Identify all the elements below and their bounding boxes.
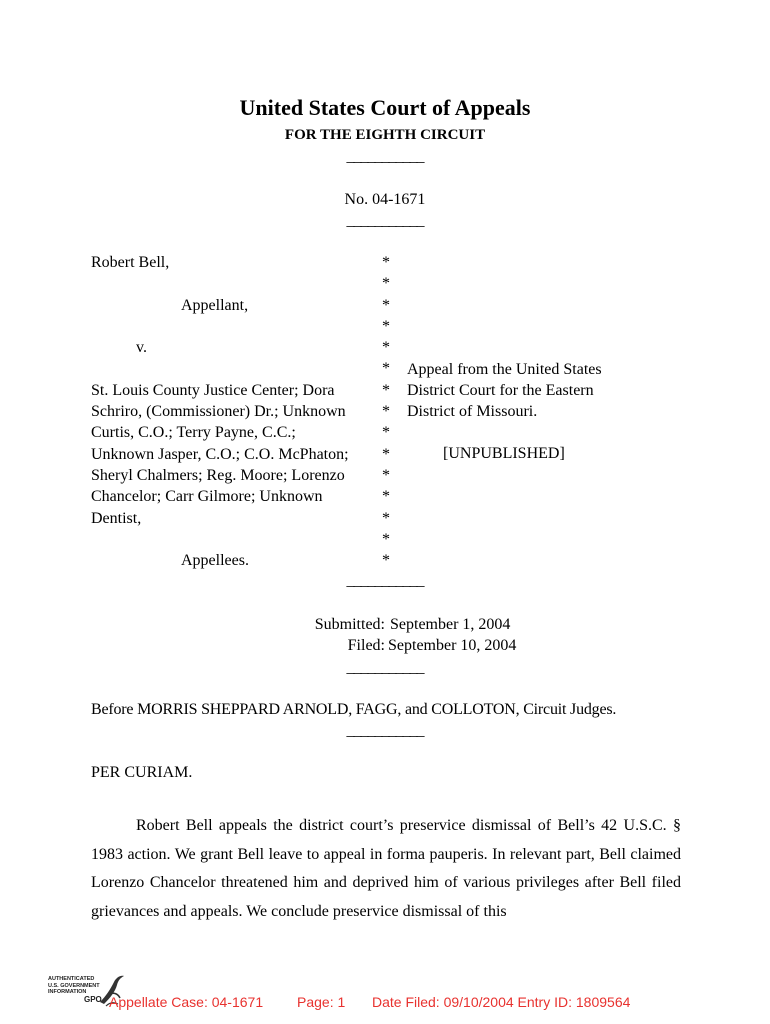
- gpo-mark: GPO: [84, 995, 102, 1004]
- versus-label: v.: [136, 339, 147, 357]
- asterisk: *: [382, 360, 390, 378]
- submitted-label: Submitted:: [314, 616, 385, 633]
- asterisk: *: [382, 296, 390, 314]
- case-number: No. 04-1671: [344, 191, 426, 208]
- appellees-line: Schriro, (Commissioner) Dr.; Unknown: [91, 403, 346, 421]
- gpo-logo-line: U.S. GOVERNMENT: [48, 982, 100, 989]
- asterisk: *: [382, 381, 390, 399]
- circuit-subtitle: FOR THE EIGHTH CIRCUIT: [284, 127, 486, 143]
- court-title: United States Court of Appeals: [239, 95, 531, 120]
- appeal-line: District Court for the Eastern: [407, 381, 594, 399]
- divider-rule: ___________: [346, 659, 424, 676]
- footer-page-number: Page: 1: [297, 994, 346, 1010]
- appellees-role: Appellees.: [181, 552, 249, 570]
- appellees-line: Dentist,: [91, 509, 142, 527]
- appellees-line: St. Louis County Justice Center; Dora: [91, 381, 335, 399]
- appellees-line: Unknown Jasper, C.O.; C.O. McPhaton;: [91, 445, 349, 463]
- appeal-line: District of Missouri.: [407, 403, 538, 421]
- divider-rule: ___________: [346, 212, 424, 229]
- appeal-origin: [407, 359, 602, 423]
- asterisk: *: [382, 275, 390, 293]
- appellees-line: Chancelor; Carr Gilmore; Unknown: [91, 488, 323, 506]
- appeal-line: Appeal from the United States: [407, 360, 602, 378]
- asterisk: *: [382, 317, 390, 335]
- gpo-logo-line: AUTHENTICATED: [48, 976, 95, 982]
- per-curiam-heading: PER CURIAM.: [91, 764, 193, 781]
- appellees-line: Curtis, C.O.; Terry Payne, C.C.;: [91, 424, 296, 442]
- footer-case-number: Appellate Case: 04-1671: [109, 994, 264, 1010]
- footer-date-filed: Date Filed: 09/10/2004 Entry ID: 1809564: [372, 994, 631, 1010]
- asterisk: *: [382, 424, 390, 442]
- submitted-date: September 1, 2004: [390, 616, 511, 633]
- divider-rule: ___________: [346, 722, 424, 739]
- asterisk: *: [382, 530, 390, 548]
- asterisk: *: [382, 339, 390, 357]
- gpo-logo-line: INFORMATION: [48, 989, 87, 995]
- panel-judges: Before MORRIS SHEPPARD ARNOLD, FAGG, and COLLOTON, Circuit Judges.: [91, 701, 617, 718]
- asterisk: *: [382, 466, 390, 484]
- unpublished-label: [UNPUBLISHED]: [443, 445, 565, 462]
- asterisk: *: [382, 509, 390, 527]
- appellant-role: Appellant,: [181, 296, 249, 314]
- appellant-name: Robert Bell,: [91, 254, 170, 271]
- filed-date: September 10, 2004: [388, 637, 517, 654]
- asterisk: *: [382, 552, 390, 570]
- caption-asterisks: [380, 252, 392, 571]
- appellees-line: Sheryl Chalmers; Reg. Moore; Lorenzo: [91, 466, 345, 484]
- divider-rule: ___________: [346, 572, 424, 589]
- asterisk: *: [382, 403, 390, 421]
- filed-label: Filed:: [347, 637, 385, 654]
- asterisk: *: [382, 488, 390, 506]
- divider-rule: ___________: [346, 148, 424, 165]
- opinion-paragraph: Robert Bell appeals the district court’s preservice dismissal of Bell’s 42 U.S.C. § 1983 action. We grant Bell leave to appeal in forma pauperis. In relevant part, Bell claimed Lorenzo Chancelor threatened him and deprived him of various privileges after Bell filed grievances and appeals. We conclude preservice dismissal of this: [91, 817, 681, 920]
- asterisk: *: [382, 254, 390, 271]
- asterisk: *: [382, 445, 390, 463]
- caption-parties: [91, 252, 349, 571]
